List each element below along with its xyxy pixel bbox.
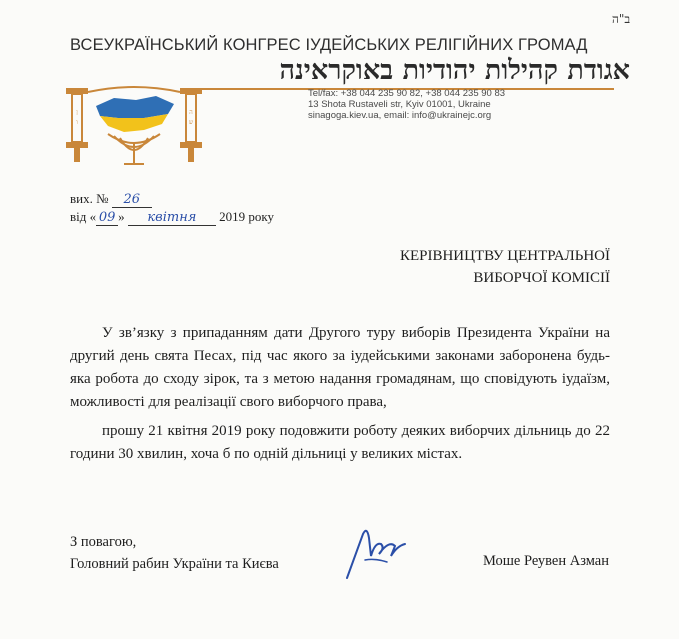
handwritten-signature-icon xyxy=(335,520,425,580)
svg-text:ש: ש xyxy=(188,119,194,126)
letter-body xyxy=(70,322,610,466)
contact-block xyxy=(308,88,528,121)
outgoing-number-value: 26 xyxy=(112,192,152,208)
addressee-line-2: ВИБОРЧОЇ КОМІСІЇ xyxy=(473,270,610,286)
date-day: 09 xyxy=(96,210,118,226)
signer-title: Головний рабин України та Києва xyxy=(70,556,279,572)
date-month: квітня xyxy=(128,210,216,226)
besiyata-dishmaya-mark: ב"ה xyxy=(612,12,631,26)
date-year: 2019 року xyxy=(219,209,275,224)
contact-web-email: sinagoga.kiev.ua, email: info@ukrainejc.org xyxy=(308,110,492,121)
contact-phone: Tel/fax: +38 044 235 90 82, +38 044 235 90 83 xyxy=(308,88,506,99)
organization-name-ukrainian: ВСЕУКРАЇНСЬКИЙ КОНГРЕС ІУДЕЙСЬКИХ РЕЛІГІЙНИХ ГРОМАД xyxy=(70,36,588,54)
outgoing-number xyxy=(70,191,152,208)
organization-name-hebrew: אגודת קהילות יהודיות באוקראינה xyxy=(279,55,630,86)
contact-address: 13 Shota Rustaveli str, Kyiv 01001, Ukraine xyxy=(308,99,491,110)
addressee-line-1: КЕРІВНИЦТВУ ЦЕНТРАЛЬНОЇ xyxy=(399,248,610,264)
closing-block xyxy=(70,531,279,575)
signer-name: Моше Реувен Азман xyxy=(482,553,609,569)
svg-text:ה: ה xyxy=(189,109,193,116)
svg-text:ן: ן xyxy=(76,109,78,116)
document-date xyxy=(70,209,274,226)
date-separator: » xyxy=(118,209,125,224)
svg-text:ו: ו xyxy=(76,119,78,126)
body-paragraph-2: прошу 21 квітня 2019 року подовжити роботу деяких виборчих дільниць до 22 години 30 хвилин, хоча б по одній дільниці у великих містах. xyxy=(70,423,610,462)
body-paragraph-1: У зв’язку з припаданням дати Другого туру виборів Президента України на другий день свята Песах, під час якого за іудейськими законами заборонена будь-яка робота до сходу зірок, та з метою надання громадянам, що сповідують іудаїзм, можливості для реалізації свого виборчого права, xyxy=(70,325,610,410)
date-prefix: від « xyxy=(70,209,97,224)
closing-salutation: З повагою, xyxy=(70,534,137,550)
outgoing-number-label: вих. № xyxy=(70,191,109,206)
organization-emblem-icon xyxy=(64,84,204,166)
